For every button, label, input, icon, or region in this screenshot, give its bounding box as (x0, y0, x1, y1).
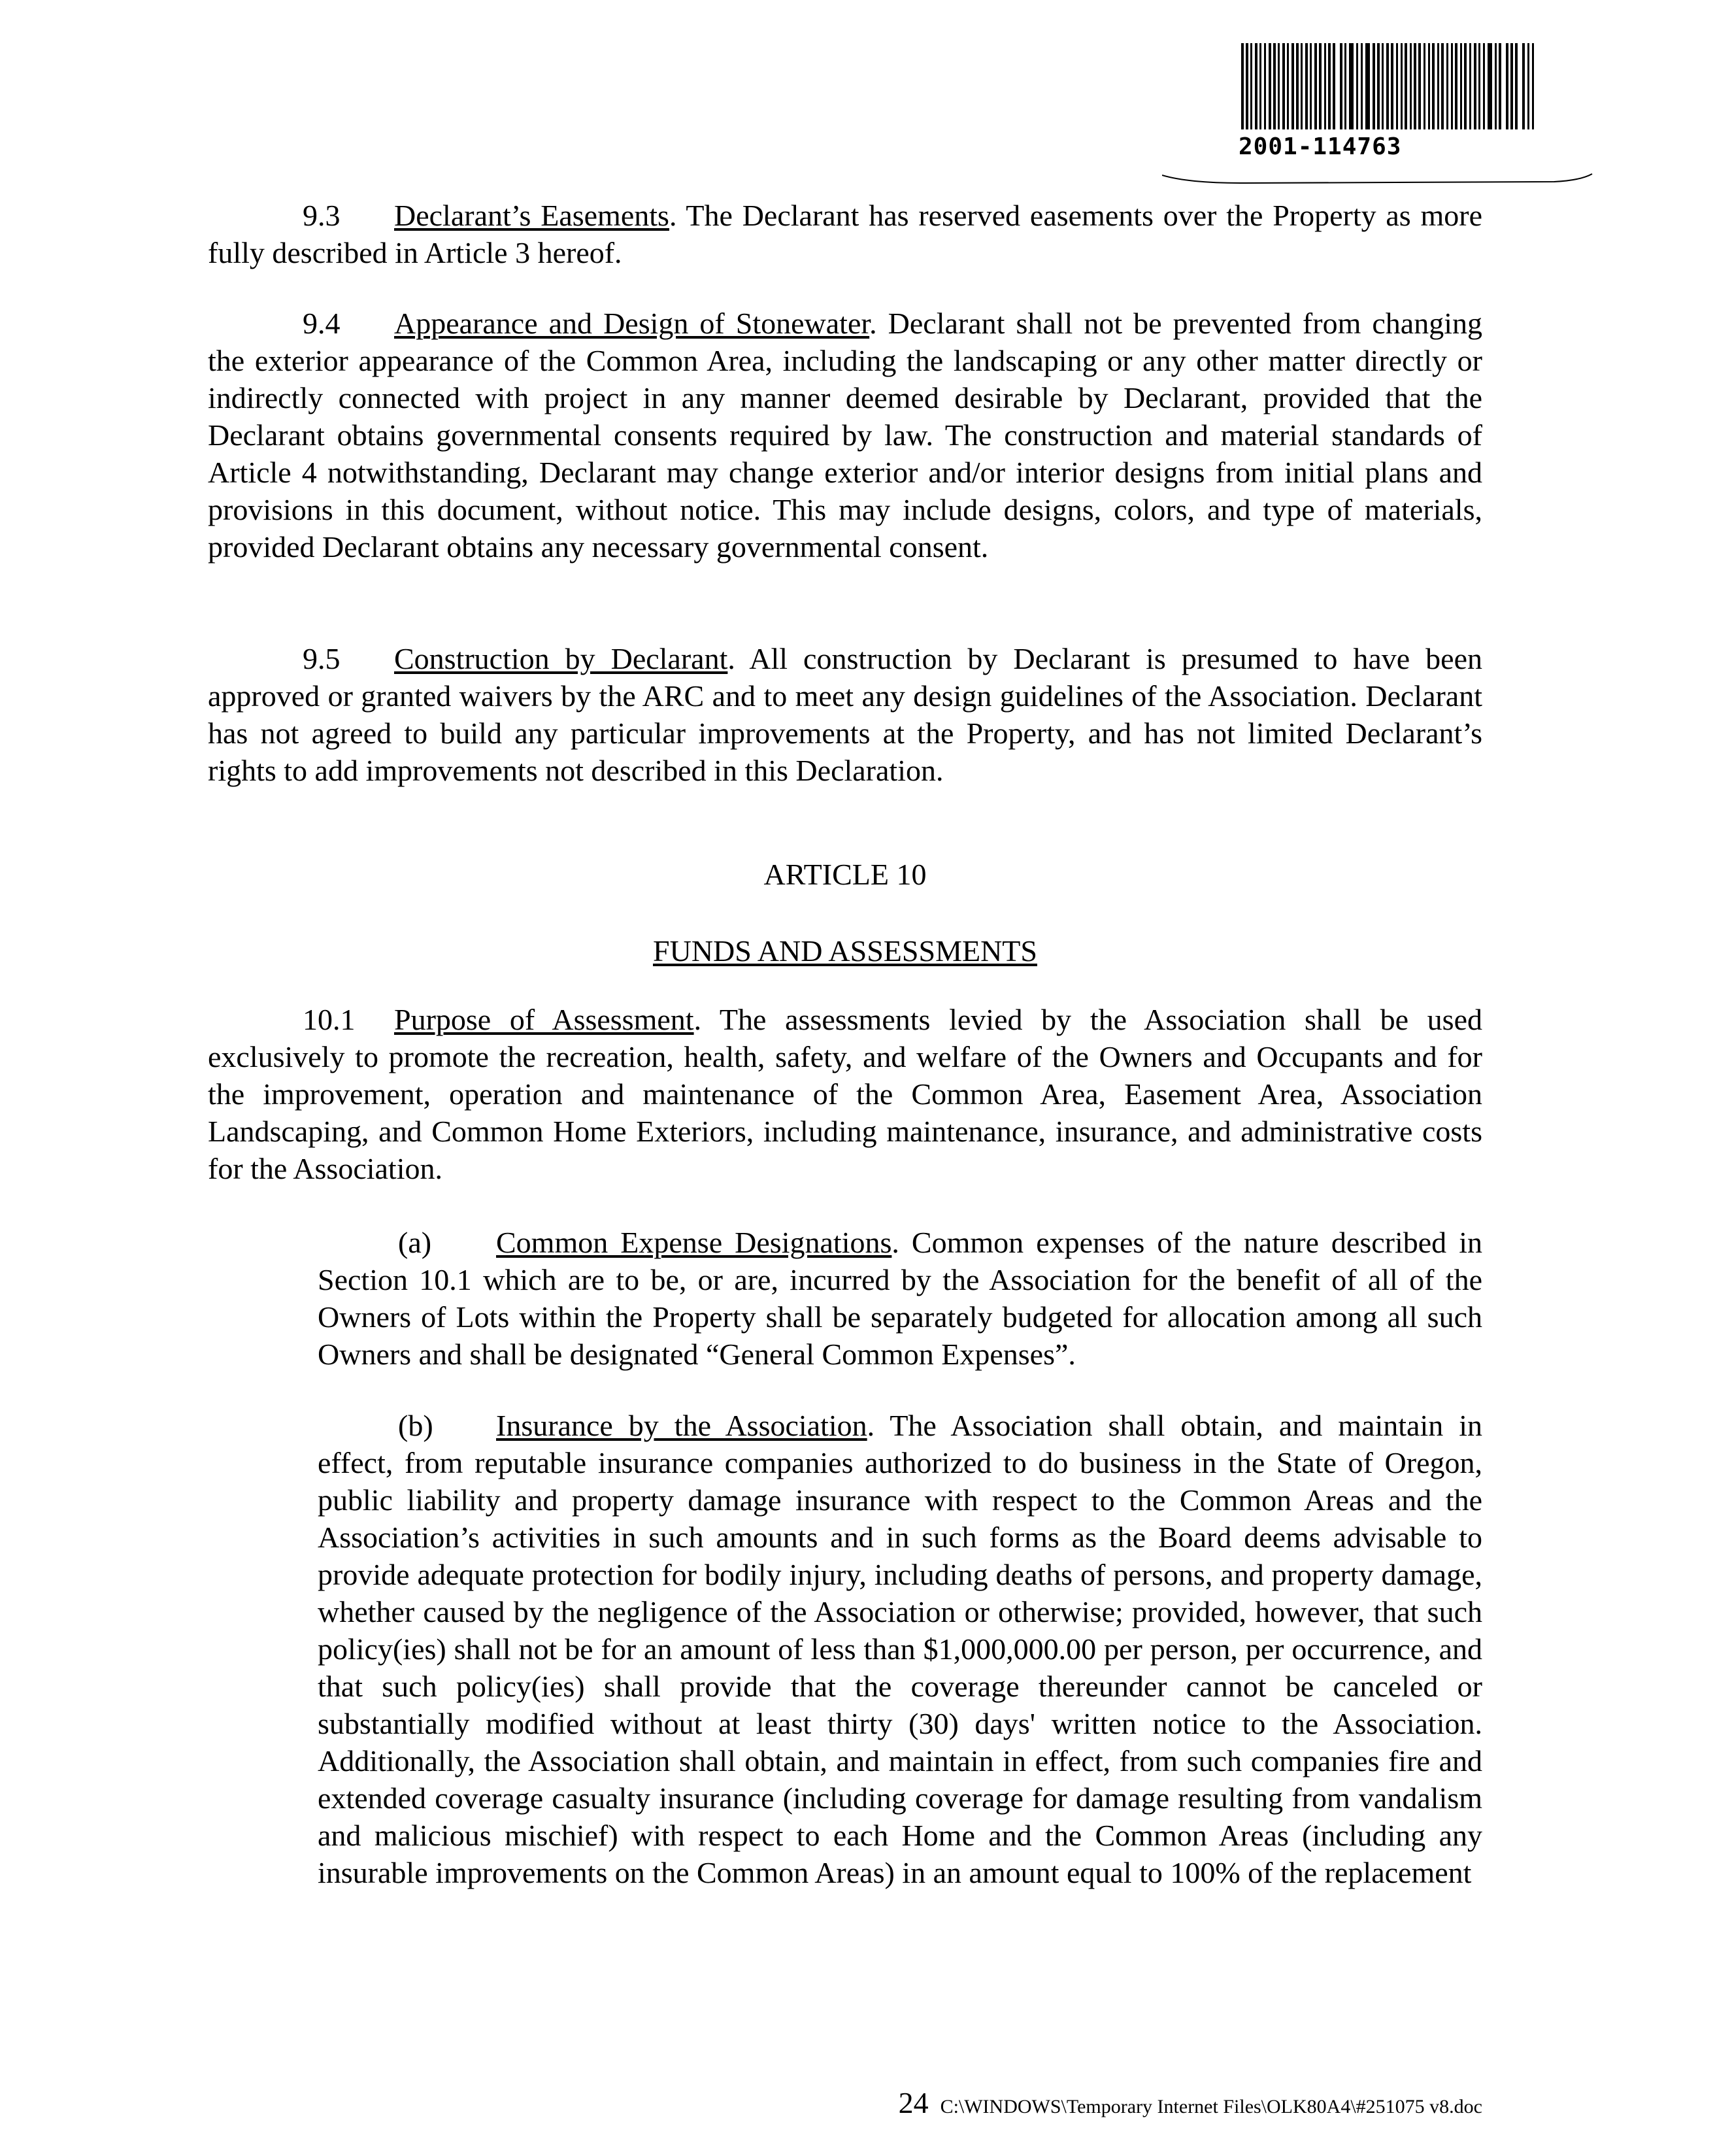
barcode-bar (1310, 43, 1312, 129)
section-9-4 (208, 305, 1482, 565)
barcode-bar (1291, 43, 1294, 129)
section-title: Declarant’s Easements (394, 199, 669, 232)
barcode-bar (1460, 43, 1462, 129)
barcode-bar (1522, 43, 1525, 129)
barcode-bar (1396, 43, 1398, 129)
barcode-bar (1410, 43, 1412, 129)
section-body: . Declarant shall not be prevented from changing the exterior appearance of the Common Area, including the landscaping or any other matter directly or indirectly connected with project in any manner deemed desirable by Declarant, provided that the Declarant obtains governmental consents required by law. The construction and material standards of Article 4 notwithstanding, Declarant may change exterior and/or interior designs from initial plans and provisions in this document, without notice. This may include designs, colors, and type of materials, provided Declarant obtains any necessary governmental consent. (208, 307, 1482, 564)
page-number: 24 (898, 2086, 929, 2119)
barcode-bar (1488, 43, 1492, 129)
signature-line (1162, 173, 1593, 186)
subsection-title: Insurance by the Association (496, 1409, 867, 1442)
barcode-bar (1349, 43, 1354, 129)
barcode-bar (1356, 43, 1358, 129)
subsection-body: . The Association shall obtain, and maintain in effect, from reputable insurance companies authorized to do business in the State of Oregon, public liability and property damage insurance with respect to the Common Areas and the Association’s activities in such amounts and in such forms as the Board deems advisable to provide adequate protection for bodily injury, including deaths of persons, and property damage, whether caused by the negligence of the Association or otherwise; provided, however, that such policy(ies) shall not be for an amount of less than $1,000,000.00 per person, per occurrence, and that such policy(ies) shall provide that the coverage thereunder cannot be canceled or substantially modified without at least thirty (30) days' written notice to the Association. Additionally, the Association shall obtain, and maintain in effect, from such companies fire and extended coverage casualty insurance (including coverage for damage resulting from vandalism and malicious mischief) with respect to each Home and the Common Areas (including any insurable improvements on the Common Areas) in an amount equal to 100% of the replacement (318, 1409, 1482, 1889)
subsection-number: (a) (398, 1226, 432, 1259)
barcode-bar (1305, 43, 1308, 129)
barcode-bar (1319, 43, 1322, 129)
subsection-title: Common Expense Designations (496, 1226, 892, 1259)
article-subheading (208, 932, 1482, 969)
barcode-bar (1282, 43, 1285, 129)
barcode-bar (1278, 43, 1280, 129)
barcode-bar (1314, 43, 1317, 129)
barcode-bar (1414, 43, 1416, 129)
page-footer (719, 2085, 1482, 2120)
section-title: Appearance and Design of Stonewater (394, 307, 870, 340)
barcode-bar (1296, 43, 1299, 129)
barcode-bar (1386, 43, 1389, 129)
barcode-bar (1301, 43, 1303, 129)
section-number: 9.3 (303, 199, 341, 232)
barcode-bar (1328, 43, 1331, 129)
barcode-bar (1259, 43, 1261, 129)
barcode-bar (1401, 43, 1403, 129)
file-path: C:\WINDOWS\Temporary Internet Files\OLK80A4\#251075 v8.doc (940, 2096, 1482, 2117)
barcode-bar (1241, 43, 1244, 129)
barcode-image (1239, 41, 1539, 132)
barcode-bar (1455, 43, 1457, 129)
barcode-bar (1250, 43, 1252, 129)
barcode-bar (1418, 43, 1421, 129)
barcode-bar (1333, 43, 1335, 129)
section-title: Construction by Declarant (394, 642, 728, 675)
barcode-bar (1365, 43, 1370, 129)
barcode-bar (1340, 43, 1342, 129)
barcode-bar (1478, 43, 1480, 129)
section-body: . The Declarant has reserved easements over the Property as more fully described in Article 3 hereof. (208, 199, 1482, 269)
barcode-bar (1515, 43, 1518, 129)
section-title: Purpose of Assessment (394, 1003, 694, 1036)
section-number: 9.4 (303, 307, 341, 340)
barcode-bar (1506, 43, 1508, 129)
subsection-body: . Common expenses of the nature described in Section 10.1 which are to be, or are, incurred by the Association for the benefit of all of the Owners of Lots within the Property shall be separately budgeted for allocation among all such Owners and shall be designated “General Common Expenses”. (318, 1226, 1482, 1371)
section-10-1 (208, 1001, 1482, 1187)
subsection-number: (b) (398, 1409, 433, 1442)
barcode-bar (1499, 43, 1501, 129)
barcode-bar (1377, 43, 1380, 129)
barcode-bar (1437, 43, 1439, 129)
barcode-bar (1273, 43, 1276, 129)
barcode-bar (1287, 43, 1289, 129)
barcode-bar (1424, 43, 1425, 129)
barcode-bar (1474, 43, 1476, 129)
barcode-bar (1441, 43, 1444, 129)
article-subheading-text: FUNDS AND ASSESSMENTS (653, 934, 1037, 968)
barcode-bar (1495, 43, 1497, 129)
barcode-bar (1373, 43, 1375, 129)
section-9-5 (208, 640, 1482, 789)
article-heading: ARTICLE 10 (763, 858, 927, 891)
barcode-bar (1428, 43, 1430, 129)
barcode-bar (1464, 43, 1467, 129)
barcode-bar (1527, 43, 1529, 129)
barcode-bar (1446, 43, 1448, 129)
section-body: . All construction by Declarant is presumed to have been approved or granted waivers by the ARC and to meet any design guidelines of the Association. Declarant has not agreed to build any particular improvements at the Property, and has not limited Declarant’s rights to add improvements not described in this Declaration. (208, 642, 1482, 787)
subsection-b (318, 1407, 1482, 1891)
barcode-bar (1324, 43, 1326, 129)
section-number: 10.1 (303, 1003, 356, 1036)
section-body: . The assessments levied by the Association shall be used exclusively to promote the recreation, health, safety, and welfare of the Owners and Occupants and for the improvement, operation and maintenance of the Common Area, Easement Area, Association Landscaping, and Common Home Exteriors, including maintenance, insurance, and administrative costs for the Association. (208, 1003, 1482, 1185)
barcode-bar (1361, 43, 1363, 129)
barcode-bar (1382, 43, 1384, 129)
barcode-bar (1483, 43, 1485, 129)
barcode-bar (1469, 43, 1471, 129)
barcode-bar (1391, 43, 1393, 129)
section-9-3 (208, 197, 1482, 271)
barcode-bar (1451, 43, 1453, 129)
barcode-stamp (1239, 41, 1546, 160)
recording-number: 2001-114763 (1239, 133, 1402, 160)
subsection-a (318, 1224, 1482, 1373)
barcode-bar (1246, 43, 1248, 129)
section-number: 9.5 (303, 642, 341, 675)
barcode-bar (1510, 43, 1513, 129)
barcode-bar (1269, 43, 1271, 129)
barcode-bar (1432, 43, 1435, 129)
barcode-bar (1344, 43, 1346, 129)
barcode-bar (1405, 43, 1407, 129)
barcode-bar (1264, 43, 1266, 129)
barcode-bar (1255, 43, 1257, 129)
barcode-bar (1532, 43, 1534, 129)
